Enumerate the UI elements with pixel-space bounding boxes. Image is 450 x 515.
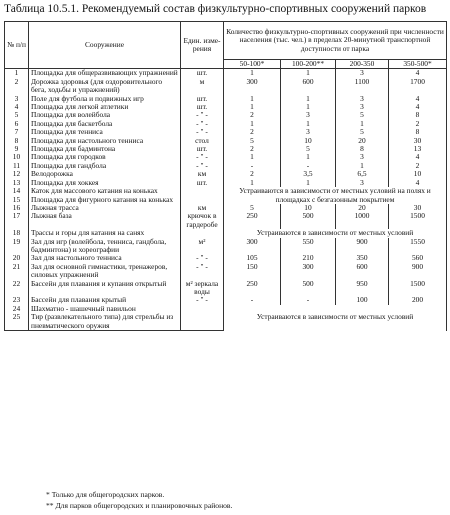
value-cell: 100 bbox=[336, 296, 389, 304]
facility-name: Лыжная база bbox=[29, 212, 181, 229]
col-header-pop-4: 350-500* bbox=[389, 60, 447, 69]
value-cell: 550 bbox=[281, 238, 336, 255]
row-number: 20 bbox=[5, 254, 29, 262]
value-cell: 1500 bbox=[389, 280, 447, 297]
col-header-facility: Сооружение bbox=[29, 22, 181, 69]
unit: - " - bbox=[181, 296, 224, 304]
table-body bbox=[5, 69, 447, 331]
table-row bbox=[5, 280, 447, 297]
value-cell: 13 bbox=[389, 145, 447, 153]
col-header-pop-2: 100-200** bbox=[281, 60, 336, 69]
value-cell: 500 bbox=[281, 280, 336, 297]
unit: - " - bbox=[181, 111, 224, 119]
value-cell: 1 bbox=[224, 179, 281, 187]
value-cell: 10 bbox=[281, 204, 336, 212]
value-cell: 1550 bbox=[389, 238, 447, 255]
value-cell: 10 bbox=[281, 137, 336, 145]
value-cell: 5 bbox=[336, 128, 389, 136]
value-cell: 3 bbox=[336, 95, 389, 103]
facility-name: Бассейн для плавания крытый bbox=[29, 296, 181, 304]
value-cell: 3 bbox=[281, 128, 336, 136]
value-cell: 20 bbox=[336, 137, 389, 145]
unit: км bbox=[181, 170, 224, 178]
row-number: 23 bbox=[5, 296, 29, 304]
row-number: 22 bbox=[5, 280, 29, 297]
unit bbox=[181, 305, 224, 313]
value-cell: 300 bbox=[224, 238, 281, 255]
value-cell: 150 bbox=[224, 263, 281, 280]
value-cell: 1 bbox=[336, 120, 389, 128]
value-cell: 600 bbox=[336, 263, 389, 280]
facilities-table bbox=[4, 21, 447, 331]
value-cell: 1 bbox=[224, 120, 281, 128]
value-cell: 8 bbox=[389, 128, 447, 136]
row-number: 8 bbox=[5, 137, 29, 145]
merged-note: Устраиваются в зависимости от местных условий bbox=[224, 229, 447, 237]
value-cell: 4 bbox=[389, 69, 447, 78]
facility-name: Площадка для городков bbox=[29, 153, 181, 161]
unit: - " - bbox=[181, 153, 224, 161]
facility-name: Площадка для общеразвивающих упражнений bbox=[29, 69, 181, 78]
value-cell: 1 bbox=[224, 103, 281, 111]
value-cell: 900 bbox=[336, 238, 389, 255]
row-number: 5 bbox=[5, 111, 29, 119]
row-number: 15 bbox=[5, 196, 29, 204]
value-cell: - bbox=[281, 296, 336, 304]
facility-name: Площадка для тенниса bbox=[29, 128, 181, 136]
value-cell: 600 bbox=[281, 78, 336, 95]
facility-name: Зал для игр (волейбола, тенниса, гандбола, бадминтона) и хореографии bbox=[29, 238, 181, 255]
unit: стол bbox=[181, 137, 224, 145]
value-cell: 1 bbox=[224, 153, 281, 161]
value-cell: 1 bbox=[281, 95, 336, 103]
facility-name: Тир (развлекательного типа) для стрельбы из пневматического оружия bbox=[29, 313, 181, 330]
value-cell: 500 bbox=[281, 212, 336, 229]
value-cell: 560 bbox=[389, 254, 447, 262]
value-cell: - bbox=[224, 162, 281, 170]
value-cell: 4 bbox=[389, 179, 447, 187]
value-cell: 4 bbox=[389, 103, 447, 111]
unit: - " - bbox=[181, 263, 224, 280]
value-cell: 30 bbox=[389, 137, 447, 145]
row-number: 7 bbox=[5, 128, 29, 136]
table-row bbox=[5, 238, 447, 255]
facility-name: Зал для настольного тенниса bbox=[29, 254, 181, 262]
facility-name: Трассы и горы для катания на санях bbox=[29, 229, 181, 237]
value-cell: 5 bbox=[281, 145, 336, 153]
value-cell: 2 bbox=[389, 120, 447, 128]
facility-name: Каток для массового катания на коньках bbox=[29, 187, 181, 195]
row-number: 14 bbox=[5, 187, 29, 195]
facility-name: Лыжная трасса bbox=[29, 204, 181, 212]
unit: - " - bbox=[181, 120, 224, 128]
table-row bbox=[5, 263, 447, 280]
value-cell: 30 bbox=[389, 204, 447, 212]
row-number: 21 bbox=[5, 263, 29, 280]
value-cell: 250 bbox=[224, 212, 281, 229]
unit: шт. bbox=[181, 95, 224, 103]
value-cell: 5 bbox=[224, 137, 281, 145]
row-number: 10 bbox=[5, 153, 29, 161]
value-cell: - bbox=[281, 162, 336, 170]
unit: шт. bbox=[181, 69, 224, 78]
merged-note: Устраиваются в зависимости от местных условий на полях и площадках с безгазонным покрытием bbox=[224, 187, 447, 204]
value-cell: 1 bbox=[224, 95, 281, 103]
value-cell: 1500 bbox=[389, 212, 447, 229]
value-cell: 3 bbox=[281, 111, 336, 119]
value-cell: 4 bbox=[389, 153, 447, 161]
row-number: 2 bbox=[5, 78, 29, 95]
value-cell: 1700 bbox=[389, 78, 447, 95]
facility-name: Дорожка здоровья (для оздоровительного бега, ходьбы и упражнений) bbox=[29, 78, 181, 95]
unit: км bbox=[181, 204, 224, 212]
value-cell: 1 bbox=[281, 179, 336, 187]
facility-name: Площадка для настольного тенниса bbox=[29, 137, 181, 145]
table-title: Таблица 10.5.1. Рекомендуемый состав физкультурно-спортивных сооружений парков bbox=[4, 3, 427, 15]
col-header-unit: Един. изме- рения bbox=[181, 22, 224, 69]
value-cell: 2 bbox=[224, 128, 281, 136]
value-cell: 8 bbox=[336, 145, 389, 153]
value-cell: 210 bbox=[281, 254, 336, 262]
facility-name: Площадка для фигурного катания на коньках bbox=[29, 196, 181, 204]
value-cell: 105 bbox=[224, 254, 281, 262]
value-cell: 3 bbox=[336, 179, 389, 187]
row-number: 6 bbox=[5, 120, 29, 128]
value-cell: 1000 bbox=[336, 212, 389, 229]
value-cell: 1100 bbox=[336, 78, 389, 95]
value-cell: 200 bbox=[389, 296, 447, 304]
unit: шт. bbox=[181, 103, 224, 111]
value-cell: 8 bbox=[389, 111, 447, 119]
value-cell: 2 bbox=[224, 170, 281, 178]
value-cell: 5 bbox=[224, 204, 281, 212]
facility-name: Площадка для легкой атлетики bbox=[29, 103, 181, 111]
value-cell: 1 bbox=[281, 103, 336, 111]
row-number: 9 bbox=[5, 145, 29, 153]
facility-name: Площадка для бадминтона bbox=[29, 145, 181, 153]
row-number: 1 bbox=[5, 69, 29, 78]
unit bbox=[181, 313, 224, 330]
facility-name: Велодорожка bbox=[29, 170, 181, 178]
row-number: 4 bbox=[5, 103, 29, 111]
unit: шт. bbox=[181, 145, 224, 153]
facility-name: Шахматно - шашечный павильон bbox=[29, 305, 181, 313]
merged-note: Устраиваются в зависимости от местных условий bbox=[224, 305, 447, 331]
unit: м² bbox=[181, 238, 224, 255]
col-header-pop-3: 200-350 bbox=[336, 60, 389, 69]
row-number: 11 bbox=[5, 162, 29, 170]
row-number: 13 bbox=[5, 179, 29, 187]
unit: - " - bbox=[181, 162, 224, 170]
facility-name: Поле для футбола и подвижных игр bbox=[29, 95, 181, 103]
value-cell: 5 bbox=[336, 111, 389, 119]
table-row bbox=[5, 212, 447, 229]
unit: крючок в гардеробе bbox=[181, 212, 224, 229]
value-cell: 300 bbox=[281, 263, 336, 280]
value-cell: 1 bbox=[281, 153, 336, 161]
value-cell: 350 bbox=[336, 254, 389, 262]
value-cell: 2 bbox=[389, 162, 447, 170]
unit: шт. bbox=[181, 179, 224, 187]
value-cell: 3 bbox=[336, 153, 389, 161]
row-number: 24 bbox=[5, 305, 29, 313]
unit: м² зеркала воды bbox=[181, 280, 224, 297]
value-cell: 10 bbox=[389, 170, 447, 178]
value-cell: 1 bbox=[281, 69, 336, 78]
value-cell: 3,5 bbox=[281, 170, 336, 178]
col-header-number: № п/п bbox=[5, 22, 29, 69]
footnote-2: ** Для парков общегородских и планировочных районов. bbox=[46, 501, 233, 510]
facility-name: Бассейн для плавания и купания открытый bbox=[29, 280, 181, 297]
facility-name: Площадка для хоккея bbox=[29, 179, 181, 187]
row-number: 25 bbox=[5, 313, 29, 330]
table-row bbox=[5, 78, 447, 95]
col-header-quantity: Количество физкультурно-спортивных сооружений при численности населения (тыс. чел.) в пределах 20-минутной транспортной доступности от парка bbox=[224, 22, 447, 60]
row-number: 16 bbox=[5, 204, 29, 212]
unit bbox=[181, 187, 224, 195]
value-cell: 300 bbox=[224, 78, 281, 95]
row-number: 12 bbox=[5, 170, 29, 178]
value-cell: 3 bbox=[336, 103, 389, 111]
value-cell: 6,5 bbox=[336, 170, 389, 178]
value-cell: 1 bbox=[224, 69, 281, 78]
footnote-1: * Только для общегородских парков. bbox=[46, 490, 165, 499]
unit: - " - bbox=[181, 128, 224, 136]
facility-name: Зал для основной гимнастики, тренажеров, силовых упражнений bbox=[29, 263, 181, 280]
value-cell: 1 bbox=[281, 120, 336, 128]
unit: м bbox=[181, 78, 224, 95]
value-cell: 900 bbox=[389, 263, 447, 280]
value-cell: 3 bbox=[336, 69, 389, 78]
col-header-pop-1: 50-100* bbox=[224, 60, 281, 69]
row-number: 17 bbox=[5, 212, 29, 229]
value-cell: 2 bbox=[224, 145, 281, 153]
value-cell: 20 bbox=[336, 204, 389, 212]
facility-name: Площадка для гандбола bbox=[29, 162, 181, 170]
value-cell: 2 bbox=[224, 111, 281, 119]
row-number: 19 bbox=[5, 238, 29, 255]
value-cell: 4 bbox=[389, 95, 447, 103]
value-cell: 950 bbox=[336, 280, 389, 297]
unit: - " - bbox=[181, 254, 224, 262]
value-cell: - bbox=[224, 296, 281, 304]
row-number: 18 bbox=[5, 229, 29, 237]
value-cell: 250 bbox=[224, 280, 281, 297]
value-cell: 1 bbox=[336, 162, 389, 170]
facility-name: Площадка для баскетбола bbox=[29, 120, 181, 128]
facility-name: Площадка для волейбола bbox=[29, 111, 181, 119]
row-number: 3 bbox=[5, 95, 29, 103]
